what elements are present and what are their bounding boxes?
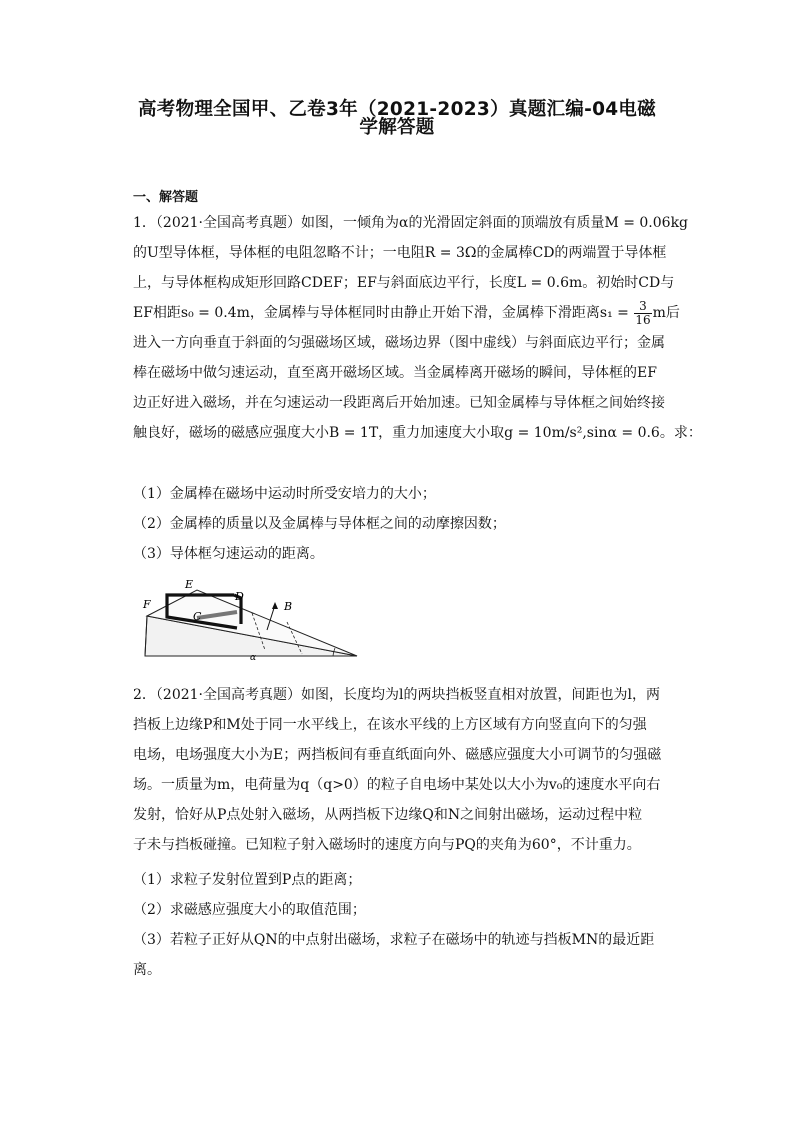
page-title-line-1: 高考物理全国甲、乙卷3年（2021-2023）真题汇编-04电磁 xyxy=(137,99,657,120)
problem-1-line: 1．（2021·全国高考真题）如图，一倾角为α的光滑固定斜面的顶端放有质量M = 0.06kg xyxy=(133,215,689,231)
problem-2-text xyxy=(133,680,661,860)
problem-1-question-1: （1）金属棒在磁场中运动时所受安培力的大小； xyxy=(133,486,436,502)
problem-1-line-with-fraction xyxy=(133,298,680,328)
label-b: B xyxy=(284,600,293,613)
problem-2-question-3: （3）若粒子正好从QN的中点射出磁场，求粒子在磁场中的轨迹与挡板MN的最近距 xyxy=(133,932,655,948)
b-arrowhead xyxy=(272,602,278,609)
problem-1-line: 上，与导体框构成矩形回路CDEF；EF与斜面底边平行，长度L = 0.6m。初始时CD与 xyxy=(133,275,675,291)
page-title-line-2: 学解答题 xyxy=(359,117,435,138)
fraction xyxy=(634,300,651,327)
label-f: F xyxy=(143,598,151,611)
label-c: C xyxy=(193,610,202,623)
problem-2-question-3-cont: 离。 xyxy=(133,962,161,978)
fraction-denominator: 16 xyxy=(635,312,651,327)
problem-2-line: 发射，恰好从P点处射入磁场，从两挡板下边缘Q和N之间射出磁场，运动过程中粒 xyxy=(133,807,643,823)
problem-2-line: 挡板上边缘P和M处于同一水平线上，在该水平线的上方区域有方向竖直向下的匀强 xyxy=(133,717,647,733)
problem-1-line: 进入一方向垂直于斜面的匀强磁场区域，磁场边界（图中虚线）与斜面底边平行；金属 xyxy=(133,335,665,351)
fraction-unit: m后 xyxy=(652,305,680,321)
label-alpha: α xyxy=(250,653,257,663)
fraction-numerator: 3 xyxy=(634,300,651,314)
incline-figure xyxy=(137,578,362,668)
problem-1-line: 棒在磁场中做匀速运动，直至离开磁场区域。当金属棒离开磁场的瞬间，导体框的EF xyxy=(133,365,657,381)
problem-2-line: 子未与挡板碰撞。已知粒子射入磁场时的速度方向与PQ的夹角为60°，不计重力。 xyxy=(133,837,641,853)
problem-1-question-2: （2）金属棒的质量以及金属棒与导体框之间的动摩擦因数； xyxy=(133,516,506,532)
section-heading: 一、解答题 xyxy=(133,190,199,205)
problem-1-line: 触良好，磁场的磁感应强度大小B = 1T，重力加速度大小取g = 10m/s²,sinα = 0.6。求： xyxy=(133,425,702,441)
label-e: E xyxy=(185,578,194,591)
problem-2-question-2: （2）求磁感应强度大小的取值范围； xyxy=(133,902,366,918)
problem-1-question-3: （3）导体框匀速运动的距离。 xyxy=(133,546,324,562)
problem-1-line: EF相距s₀ = 0.4m，金属棒与导体框同时由静止开始下滑，金属棒下滑距离s₁ = xyxy=(133,305,634,321)
problem-2-line: 场。一质量为m，电荷量为q（q>0）的粒子自电场中某处以大小为v₀的速度水平向右 xyxy=(133,777,661,793)
problem-2-question-1: （1）求粒子发射位置到P点的距离； xyxy=(133,872,362,888)
problem-2-line: 2．（2021·全国高考真题）如图，长度均为l的两块挡板竖直相对放置，间距也为l，两 xyxy=(133,687,660,703)
problem-1-text xyxy=(133,208,702,448)
problem-2-line: 电场，电场强度大小为E；两挡板间有垂直纸面向外、磁感应强度大小可调节的匀强磁 xyxy=(133,747,662,763)
label-d: D xyxy=(235,590,244,603)
problem-1-line: 的U型导体框，导体框的电阻忽略不计；一电阻R = 3Ω的金属棒CD的两端置于导体框 xyxy=(133,245,667,261)
problem-1-line: 边正好进入磁场，并在匀速运动一段距离后开始加速。已知金属棒与导体框之间始终接 xyxy=(133,395,665,411)
